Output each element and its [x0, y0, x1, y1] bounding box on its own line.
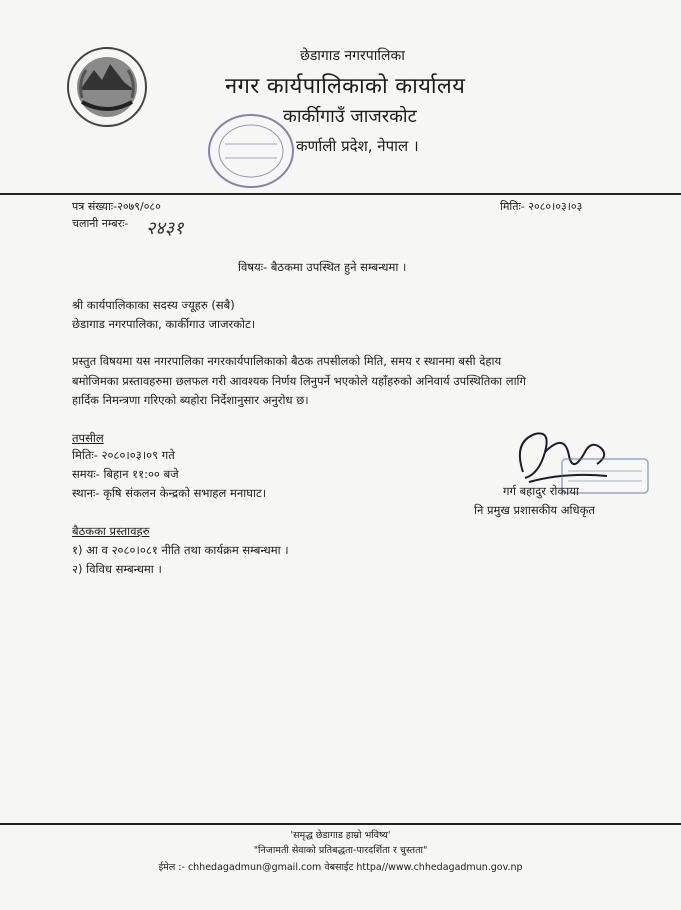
office-location: कार्कीगाउँ जाजरकोट — [283, 106, 417, 127]
dispatch-number: २४३१ — [146, 218, 184, 239]
recipient-line-1: श्री कार्यपालिकाका सदस्य ज्यूहरु (सबै) — [72, 298, 235, 312]
footer-contact — [0, 860, 681, 873]
office-name: नगर कार्यपालिकाको कार्यालय — [225, 74, 466, 99]
email-label: ईमेल :- — [158, 862, 185, 873]
nepal-emblem-logo — [66, 46, 148, 128]
meeting-date: मितिः- २०८०।०३।०९ गते — [72, 448, 175, 462]
meeting-venue: स्थानः- कृषि संकलन केन्द्रको सभाहल मनाघाट। — [72, 486, 267, 500]
body-line-1: प्रस्तुत विषयमा यस नगरपालिका नगरकार्यपालिकाको बैठक तपसीलको मिति, समय र स्थानमा बसी देहाय — [72, 354, 502, 368]
office-seal-stamp — [205, 110, 297, 192]
body-line-2: बमोजिमका प्रस्तावहरुमा छलफल गरी आवश्यक निर्णय लिनुपर्ने भएकोले यहाँहरुको अनिवार्य उपस्थितिका लागि — [72, 374, 527, 388]
footer-divider — [0, 823, 681, 825]
signatory-name: गर्ग बहादुर रोकाया — [503, 484, 579, 498]
signatory-title: नि प्रमुख प्रशासकीय अधिकृत — [474, 503, 595, 517]
footer-slogan: "निजामती सेवाको प्रतिबद्धता-पारदर्शिता र चुस्तता" — [253, 845, 428, 856]
details-heading: तपसील — [72, 431, 104, 445]
header-divider — [0, 193, 681, 195]
proposal-item: २) विविध सम्बन्धमा । — [72, 562, 162, 576]
meeting-time: समयः- बिहान ११:०० बजे — [72, 467, 179, 481]
municipality-name: छेडागाड नगरपालिका — [300, 48, 405, 64]
recipient-line-2: छेडागाड नगरपालिका, कार्कीगाउ जाजरकोट। — [72, 317, 256, 331]
subject-line: विषयः- बैठकमा उपस्थित हुने सम्बन्धमा । — [238, 260, 407, 274]
proposals-heading: बैठकका प्रस्तावहरु — [72, 524, 150, 538]
letter-number: पत्र संख्याः-२०७९/०८० — [72, 200, 161, 213]
website-label: वेबसाईट — [324, 862, 354, 873]
email-link[interactable]: chhedagadmun@gmail.com — [187, 862, 322, 873]
letter-date: मितिः- २०८०।०३।०३ — [500, 200, 583, 213]
footer-motto: 'समृद्ध छेडागाड हाम्रो भविष्य' — [290, 830, 391, 841]
proposal-item: १) आ व २०८०।०८१ नीति तथा कार्यक्रम सम्बन्धमा । — [72, 543, 289, 557]
website-link[interactable]: httpa//www.chhedagadmun.gov.np — [356, 862, 523, 873]
province-line: कर्णाली प्रदेश, नेपाल । — [296, 137, 419, 155]
body-line-3: हार्दिक निमन्त्रणा गरिएको ब्यहोरा निर्देशानुसार अनुरोध छ। — [72, 393, 309, 407]
dispatch-label: चलानी नम्बरः- — [72, 217, 129, 230]
